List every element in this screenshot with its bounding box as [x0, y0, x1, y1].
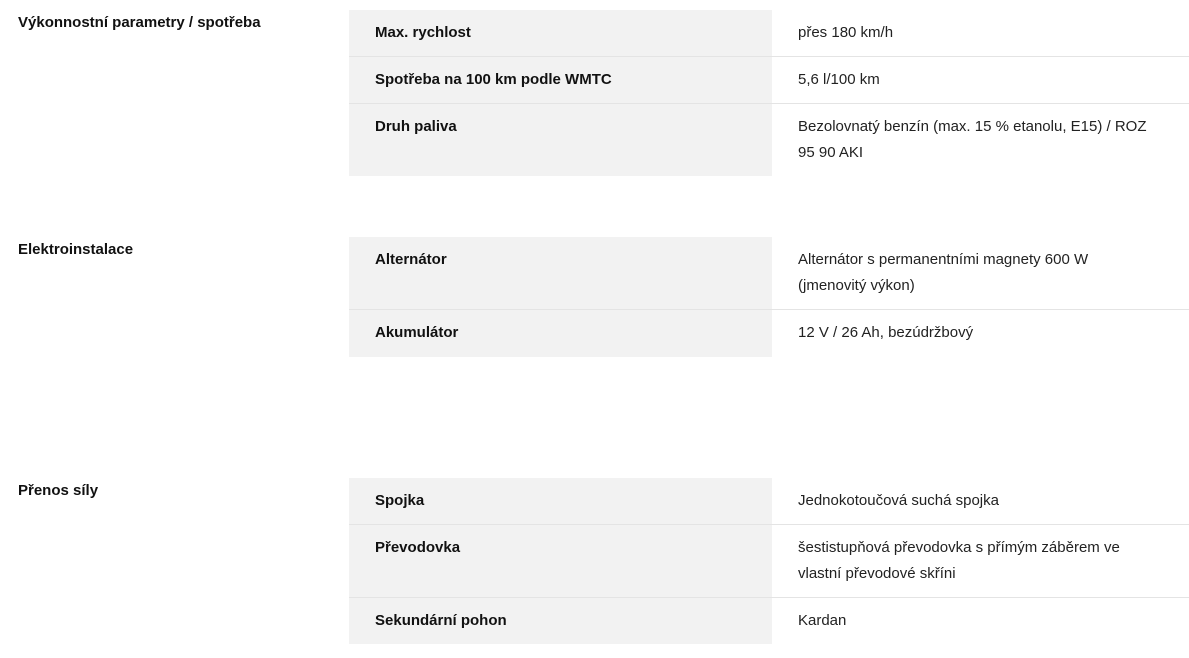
- row-label: Převodovka: [349, 525, 772, 597]
- spec-table: [349, 10, 1189, 176]
- row-value: 12 V / 26 Ah, bezúdržbový: [798, 324, 974, 341]
- row-label: Spotřeba na 100 km podle WMTC: [349, 57, 772, 103]
- row-value: Kardan: [798, 612, 847, 629]
- table-row: [349, 104, 1189, 176]
- row-label: Akumulátor: [349, 310, 772, 357]
- row-value: šestistupňová převodovka s přímým záběrem ve vlastní převodové skříni: [798, 539, 1120, 582]
- row-label: Druh paliva: [349, 104, 772, 176]
- spec-table: [349, 478, 1189, 644]
- table-row: [349, 310, 1189, 357]
- row-value: Jednokotoučová suchá spojka: [798, 492, 999, 509]
- spec-table: [349, 237, 1189, 357]
- table-row: [349, 478, 1189, 525]
- table-row: [349, 237, 1189, 310]
- section-title: Elektroinstalace: [18, 241, 134, 258]
- section-title: Přenos síly: [18, 482, 99, 499]
- table-row: [349, 525, 1189, 598]
- table-row: [349, 598, 1189, 644]
- row-value: přes 180 km/h: [798, 24, 894, 41]
- table-row: [349, 10, 1189, 57]
- row-label: Max. rychlost: [349, 10, 772, 56]
- table-row: [349, 57, 1189, 104]
- row-value: Alternátor s permanentními magnety 600 W (jmenovitý výkon): [798, 251, 1089, 294]
- row-value: Bezolovnatý benzín (max. 15 % etanolu, E15) / ROZ 95 90 AKI: [798, 118, 1147, 161]
- row-label: Sekundární pohon: [349, 598, 772, 644]
- section-title: Výkonnostní parametry / spotřeba: [18, 14, 261, 31]
- row-label: Spojka: [349, 478, 772, 524]
- row-label: Alternátor: [349, 237, 772, 309]
- row-value: 5,6 l/100 km: [798, 71, 880, 88]
